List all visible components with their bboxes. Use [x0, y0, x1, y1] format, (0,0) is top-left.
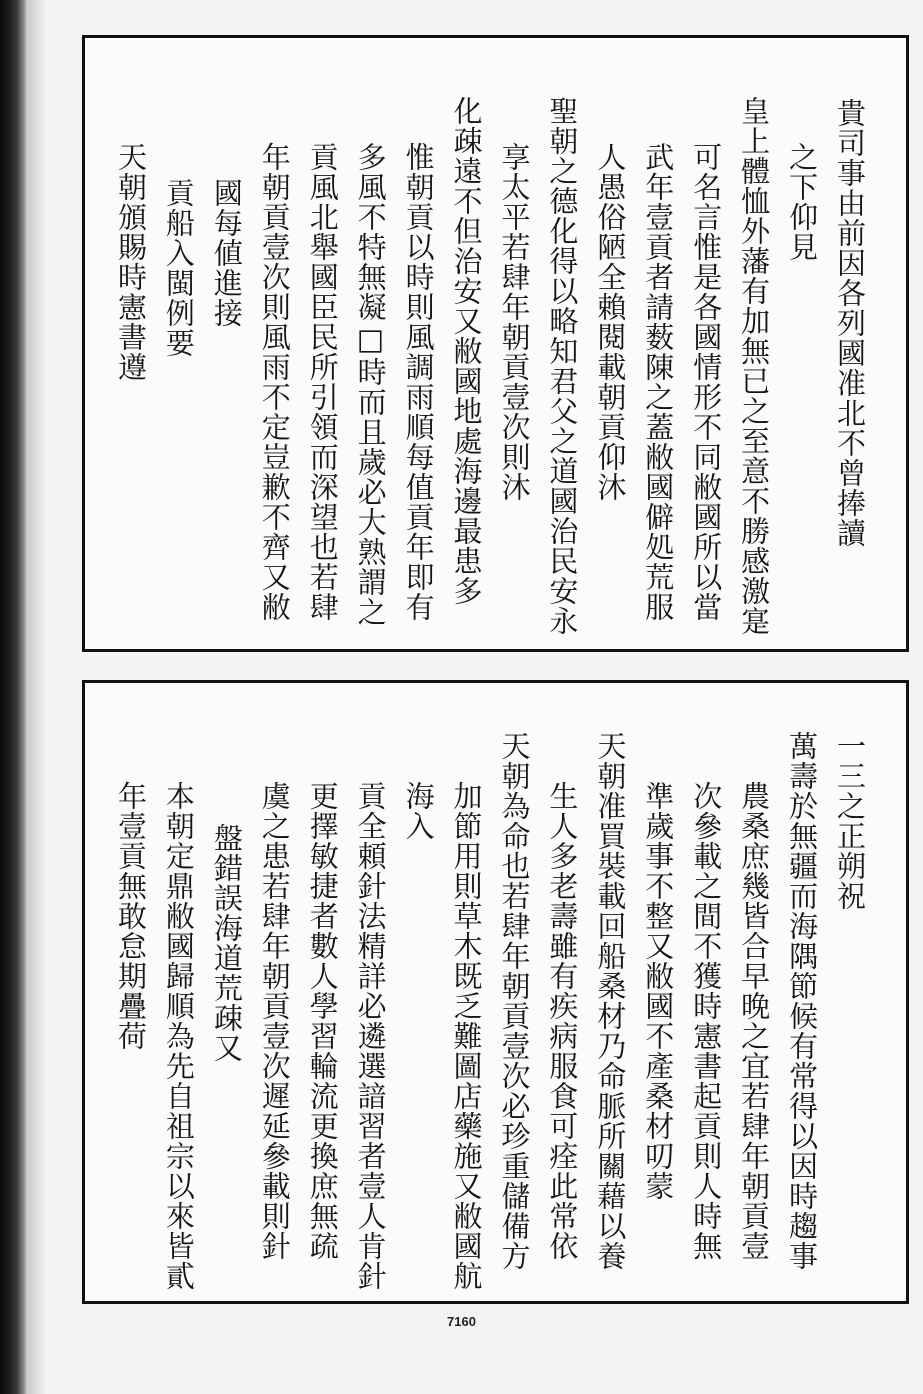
- text-column: 貢風北舉國臣民所引領而深望也若肆: [305, 142, 340, 622]
- text-column: 加節用則草木既乏難圖店藥施又敝國航: [449, 781, 484, 1291]
- text-column: 次參載之間不獲時憲書起貢則人時無: [689, 781, 724, 1261]
- text-column: 萬壽於無疆而海隅節候有常得以因時趨事: [785, 731, 820, 1271]
- page-edge-shadow: [28, 0, 46, 1394]
- text-column: 惟朝貢以時則風調雨順每值貢年即有: [401, 142, 436, 622]
- top-text-columns: [85, 38, 906, 649]
- text-column: 皇上體恤外藩有加無已之至意不勝感激寔: [737, 96, 772, 636]
- text-column: 準歲事不整又敝國不產桑材叨蒙: [641, 781, 676, 1201]
- bottom-text-columns: [85, 683, 906, 1301]
- text-column: 可名言惟是各國情形不同敝國所以當: [689, 142, 724, 622]
- text-column: 之下仰見: [785, 142, 820, 262]
- text-column: 年壹貢無敢怠期疊荷: [113, 781, 148, 1051]
- text-column: 年朝貢壹次則風雨不定豈歉不齊又敝: [257, 142, 292, 622]
- text-column: 貴司事由前因各列國准北不曾捧讀: [833, 98, 867, 548]
- text-column: 貢船入閩例要: [161, 178, 196, 358]
- text-column: 多風不特無凝□時而且歲必大熟謂之: [353, 142, 388, 627]
- text-column: 虞之患若肆年朝貢壹次遲延參載則針: [257, 781, 292, 1261]
- text-column: 貢全頼針法精詳必遴選諳習者壹人肯針: [353, 781, 388, 1291]
- text-column: 天朝頒賜時憲書遵: [113, 142, 148, 382]
- text-column: 一三之正朔祝: [833, 731, 867, 911]
- top-manuscript-panel: [82, 35, 909, 652]
- text-column: 國每値進接: [209, 178, 244, 328]
- text-column: 武年壹貢者請薮陳之蓋敝國僻処荒服: [641, 142, 676, 622]
- text-column: 本朝定鼎敝國歸順為先自祖宗以來皆貳: [161, 781, 196, 1291]
- text-column: 聖朝之德化得以略知君父之道國治民安永: [545, 96, 580, 636]
- text-column: 生人多老壽雖有疾病服食可痊此常依: [545, 781, 580, 1261]
- text-column: 化疎遠不但治安又敝國地處海邊最患多: [449, 96, 484, 606]
- text-column: 人愚俗陋全賴閱載朝貢仰沐: [593, 142, 628, 502]
- text-column: 盤錯誤海道荒疎又: [209, 823, 244, 1063]
- text-column: 海入: [401, 781, 436, 841]
- text-column: 享太平若肆年朝貢壹次則沐: [497, 142, 532, 502]
- bottom-manuscript-panel: [82, 680, 909, 1304]
- text-column: 更擇敏捷者數人學習輪流更換庶無疏: [305, 781, 340, 1261]
- book-spine-shadow: [0, 0, 28, 1394]
- text-column: 天朝准買裝載回船桑材乃命脈所關藉以養: [593, 731, 628, 1271]
- text-column: 天朝為命也若肆年朝貢壹次必珍重儲備方: [497, 731, 532, 1271]
- text-column: 農桑庶幾皆合早晚之宜若肆年朝貢壹: [737, 781, 772, 1261]
- page-number: 7160: [447, 1314, 476, 1329]
